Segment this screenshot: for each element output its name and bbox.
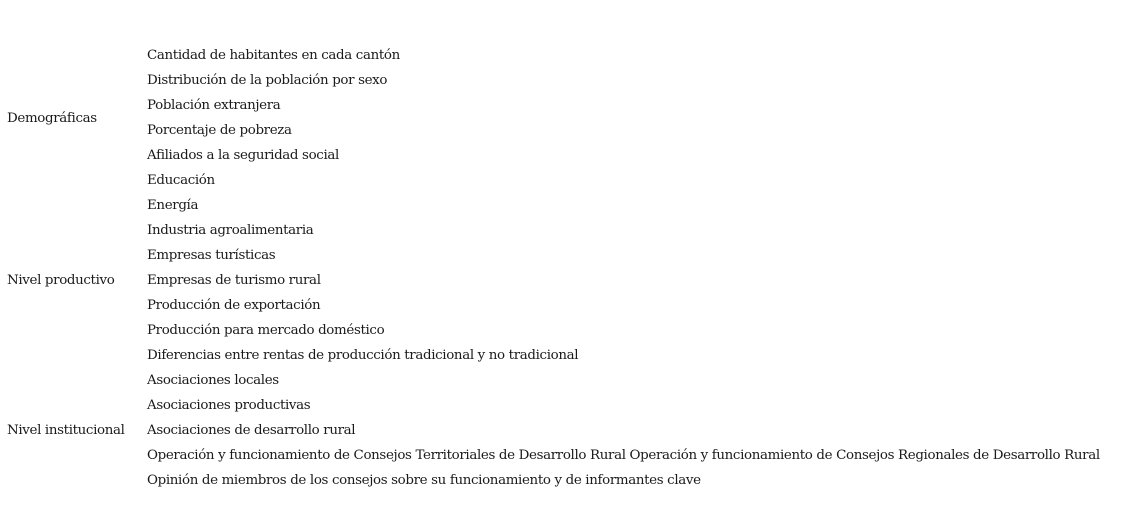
indicator-item: Asociaciones locales: [147, 373, 279, 388]
table-row: [4, 143, 1100, 168]
indicator-item: Industria agroalimentaria: [147, 223, 314, 238]
indicator-item: Opinión de miembros de los consejos sobre su funcionamiento y de informantes clave: [147, 473, 701, 488]
table-row: [4, 393, 1100, 418]
table-row: [4, 368, 1100, 393]
indicator-item: Distribución de la población por sexo: [147, 73, 388, 88]
indicator-item: Empresas turísticas: [147, 248, 276, 263]
indicator-item: Afiliados a la seguridad social: [147, 148, 339, 163]
category-nivel-productivo: Nivel productivo: [7, 273, 115, 288]
indicator-item: Producción para mercado doméstico: [147, 323, 385, 338]
table-row: [4, 468, 1100, 493]
indicator-item: Asociaciones productivas: [147, 398, 311, 413]
category-nivel-institucional: Nivel institucional: [7, 423, 125, 438]
table-row: [4, 343, 1100, 368]
table-row: [4, 68, 1100, 93]
table-row: [4, 318, 1100, 343]
indicator-item: Cantidad de habitantes en cada cantón: [147, 48, 400, 63]
indicator-item: Porcentaje de pobreza: [147, 123, 292, 138]
category-demograficas: Demográficas: [7, 110, 97, 126]
indicator-item: Producción de exportación: [147, 298, 321, 313]
table-row: [4, 193, 1100, 218]
indicator-item: Población extranjera: [147, 98, 281, 113]
table-row: [4, 43, 1100, 68]
indicator-item: Asociaciones de desarrollo rural: [147, 423, 356, 438]
table-row: [4, 443, 1100, 468]
indicator-item: Educación: [147, 173, 215, 188]
indicator-item: Empresas de turismo rural: [147, 273, 321, 288]
table-row: [4, 93, 1100, 118]
indicator-item: Diferencias entre rentas de producción tradicional y no tradicional: [147, 348, 579, 363]
table-row: [4, 118, 1100, 143]
indicator-item: Operación y funcionamiento de Consejos Territoriales de Desarrollo Rural Operación y funcionamiento de Consejos Regionales de Desarrollo Rural: [147, 448, 1100, 463]
table-row: [4, 168, 1100, 193]
variables-table: [4, 43, 1100, 493]
table-row: [4, 268, 1100, 293]
table-row: [4, 243, 1100, 268]
indicator-item: Energía: [147, 198, 199, 213]
table-row: [4, 293, 1100, 318]
table-row: [4, 218, 1100, 243]
table-row: [4, 418, 1100, 443]
